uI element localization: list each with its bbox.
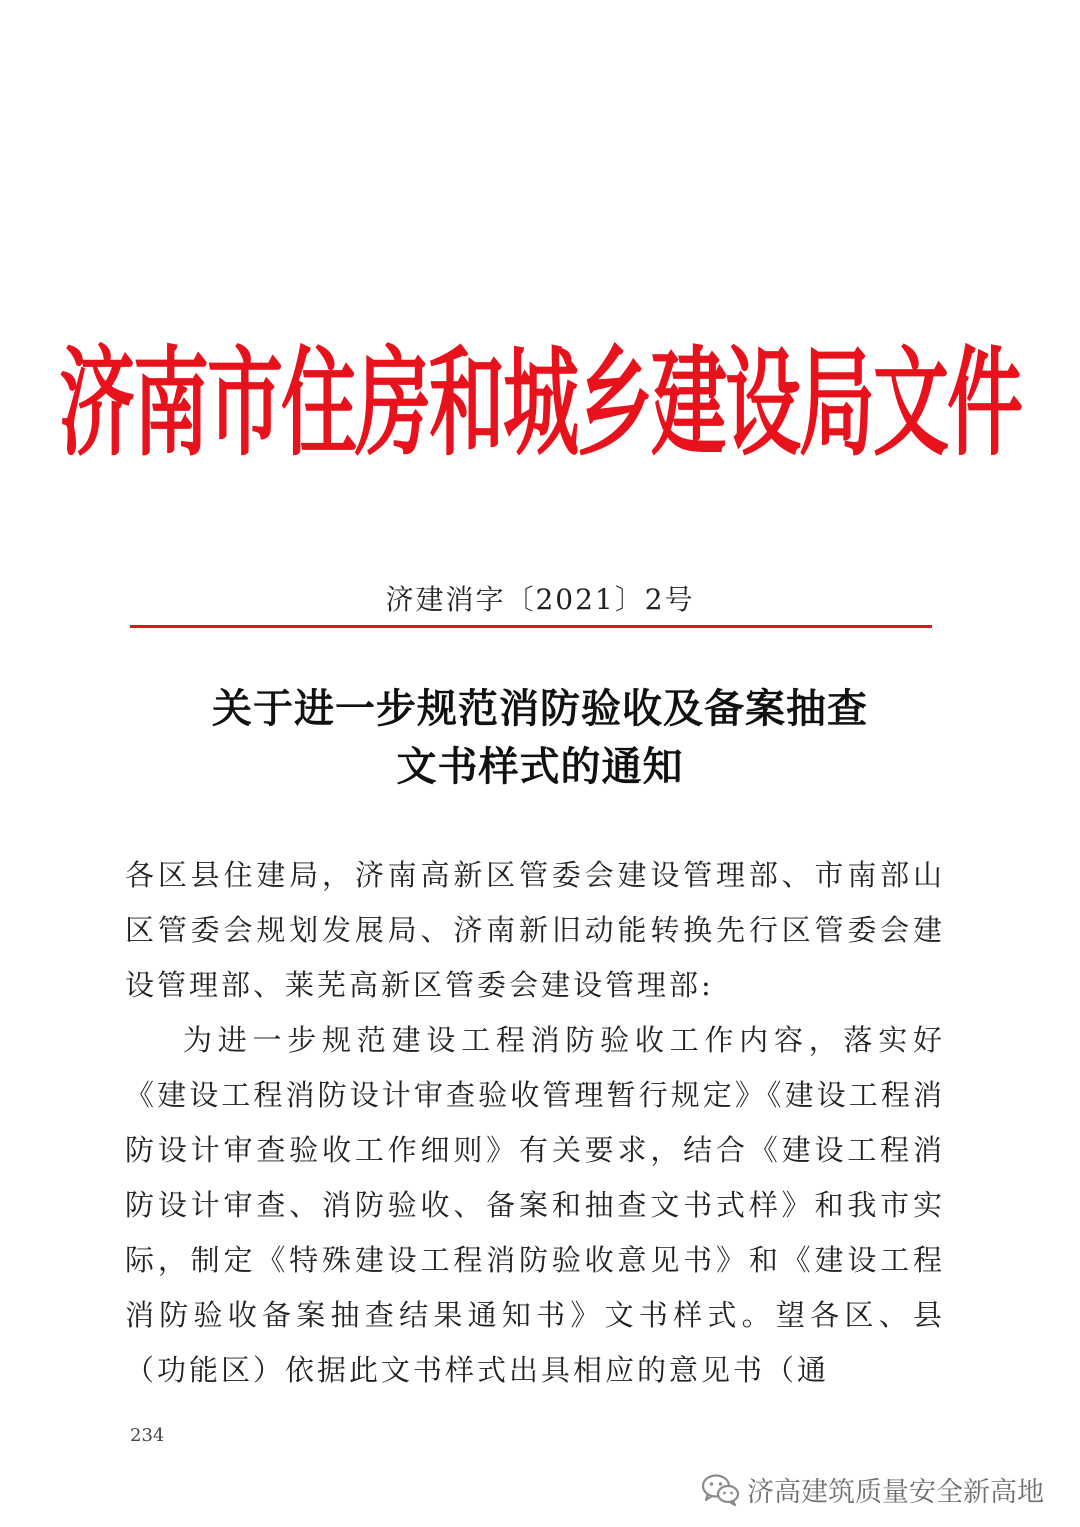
recipients-paragraph: 各区县住建局，济南高新区管委会建设管理部、市南部山区管委会规划发展局、济南新旧动能转换先行区管委会建设管理部、莱芜高新区管委会建设管理部: <box>125 858 945 1002</box>
watermark-text: 济高建筑质量安全新高地 <box>747 1477 1044 1508</box>
document-number: 济建消字〔2021〕2号 <box>385 583 695 616</box>
document-title <box>0 680 1080 796</box>
title-line-1: 关于进一步规范消防验收及备案抽查 <box>212 685 868 732</box>
red-divider-line <box>130 625 932 628</box>
title-line-2: 文书样式的通知 <box>396 743 684 790</box>
account-watermark <box>701 1470 1044 1509</box>
wechat-icon <box>701 1473 741 1507</box>
document-body <box>125 848 945 1398</box>
masthead <box>59 318 1021 472</box>
page-number: 234 <box>130 1425 165 1446</box>
body-paragraph: 为进一步规范建设工程消防验收工作内容，落实好《建设工程消防设计审查验收管理暂行规定》《建设工程消防设计审查验收工作细则》有关要求，结合《建设工程消防设计审查、消防验收、备案和抽查文书式样》和我市实际，制定《特殊建设工程消防验收意见书》和《建设工程消防验收备案抽查结果通知书》文书样式。望各区、县（功能区）依据此文书样式出具相应的意见书（通 <box>125 1023 945 1387</box>
masthead-text: 济南市住房和城乡建设局文件 <box>59 333 1021 472</box>
